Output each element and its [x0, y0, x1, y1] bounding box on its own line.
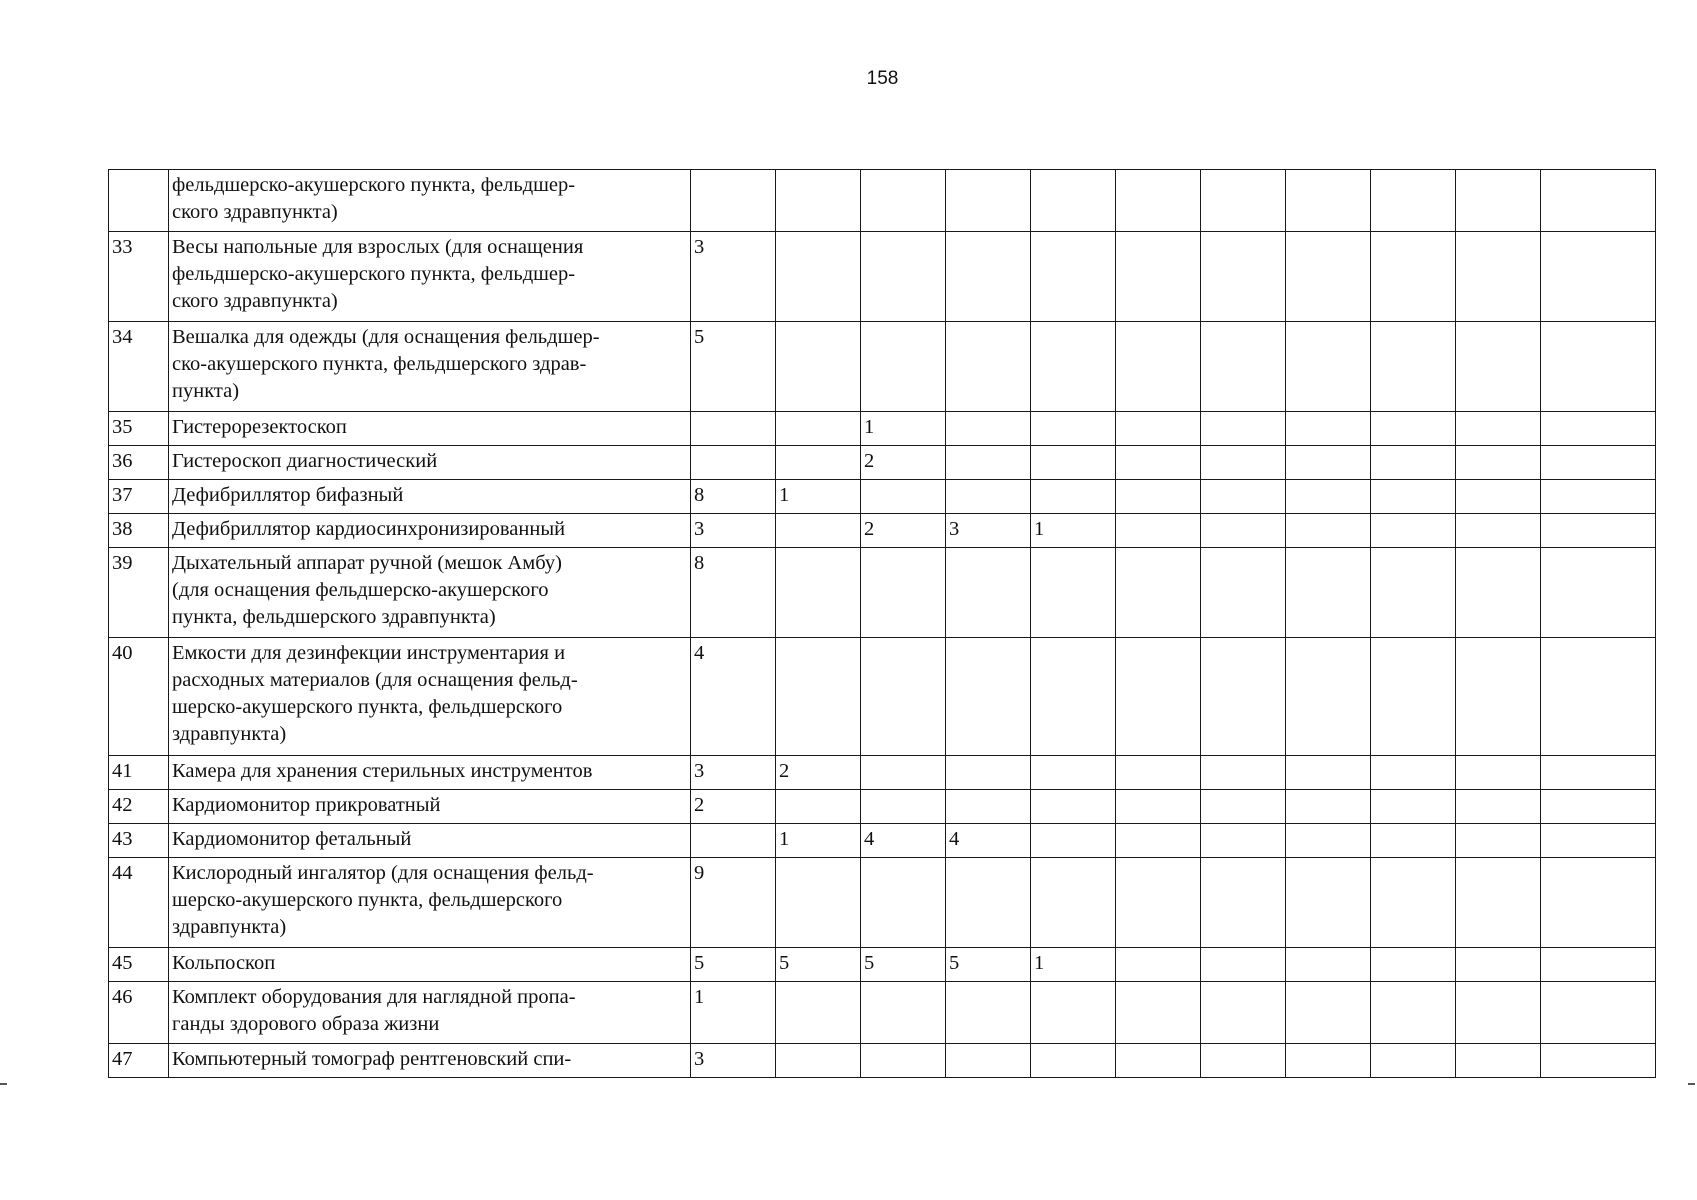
quantity-cell: 2: [776, 756, 861, 790]
quantity-cell: [1456, 1044, 1541, 1078]
quantity-cell: [1116, 824, 1201, 858]
table-row: [109, 412, 1656, 446]
quantity-cell: [1201, 638, 1286, 756]
quantity-cell: [1286, 824, 1371, 858]
quantity-cell: [946, 858, 1031, 948]
quantity-cell: [1371, 412, 1456, 446]
quantity-cell: [1541, 638, 1656, 756]
quantity-cell: [1371, 638, 1456, 756]
quantity-cell: [1201, 790, 1286, 824]
quantity-cell: [1456, 790, 1541, 824]
quantity-cell: [1116, 638, 1201, 756]
quantity-cell: [776, 412, 861, 446]
quantity-cell: [1031, 170, 1116, 232]
quantity-cell: 9: [691, 858, 776, 948]
quantity-cell: [1541, 1044, 1656, 1078]
quantity-cell: [1031, 824, 1116, 858]
quantity-cell: [1116, 1044, 1201, 1078]
quantity-cell: [1116, 756, 1201, 790]
row-number-cell: 40: [109, 638, 169, 756]
quantity-cell: [1201, 548, 1286, 638]
quantity-cell: 5: [776, 948, 861, 982]
quantity-cell: [1116, 948, 1201, 982]
table-row: [109, 790, 1656, 824]
quantity-cell: [861, 1044, 946, 1078]
page-number: 158: [866, 68, 899, 89]
quantity-cell: 1: [861, 412, 946, 446]
equipment-table-container: [108, 169, 1655, 1078]
table-row: [109, 322, 1656, 412]
quantity-cell: 3: [691, 232, 776, 322]
quantity-cell: [1541, 446, 1656, 480]
table-row: [109, 232, 1656, 322]
equipment-name-cell: Емкости для дезинфекции инструментария и расходных материалов (для оснащения фельд- шерско-акушерского пункта, фельдшерского здравпункта): [169, 638, 691, 756]
equipment-table: [108, 169, 1656, 1078]
table-row: [109, 638, 1656, 756]
quantity-cell: [1286, 638, 1371, 756]
quantity-cell: [691, 824, 776, 858]
quantity-cell: 1: [1031, 948, 1116, 982]
quantity-cell: [1456, 322, 1541, 412]
quantity-cell: [1286, 514, 1371, 548]
quantity-cell: [776, 638, 861, 756]
quantity-cell: [861, 790, 946, 824]
quantity-cell: [946, 548, 1031, 638]
quantity-cell: [1031, 232, 1116, 322]
row-number-cell: 35: [109, 412, 169, 446]
quantity-cell: [1116, 548, 1201, 638]
quantity-cell: [1456, 824, 1541, 858]
quantity-cell: [1116, 322, 1201, 412]
table-row: [109, 858, 1656, 948]
row-number-cell: 47: [109, 1044, 169, 1078]
quantity-cell: [1371, 446, 1456, 480]
quantity-cell: [946, 756, 1031, 790]
quantity-cell: [1541, 170, 1656, 232]
quantity-cell: [1456, 514, 1541, 548]
row-number-cell: 34: [109, 322, 169, 412]
quantity-cell: [1201, 756, 1286, 790]
quantity-cell: [1371, 948, 1456, 982]
row-number-cell: 36: [109, 446, 169, 480]
quantity-cell: [1201, 412, 1286, 446]
quantity-cell: [776, 232, 861, 322]
quantity-cell: 4: [691, 638, 776, 756]
equipment-name-cell: Дефибриллятор бифазный: [169, 480, 691, 514]
quantity-cell: [1456, 948, 1541, 982]
quantity-cell: [1456, 446, 1541, 480]
quantity-cell: [1286, 480, 1371, 514]
quantity-cell: [1116, 480, 1201, 514]
quantity-cell: 2: [861, 514, 946, 548]
quantity-cell: [946, 322, 1031, 412]
quantity-cell: [1031, 858, 1116, 948]
quantity-cell: [1116, 514, 1201, 548]
row-number-cell: 43: [109, 824, 169, 858]
quantity-cell: [1031, 756, 1116, 790]
quantity-cell: [946, 412, 1031, 446]
quantity-cell: [946, 790, 1031, 824]
quantity-cell: [1371, 982, 1456, 1044]
quantity-cell: [946, 638, 1031, 756]
quantity-cell: [776, 514, 861, 548]
quantity-cell: [1116, 858, 1201, 948]
quantity-cell: [861, 170, 946, 232]
table-row: [109, 548, 1656, 638]
quantity-cell: [1031, 790, 1116, 824]
row-number-cell: 33: [109, 232, 169, 322]
quantity-cell: [1371, 170, 1456, 232]
quantity-cell: [1286, 948, 1371, 982]
quantity-cell: 3: [691, 514, 776, 548]
quantity-cell: [776, 170, 861, 232]
quantity-cell: [1116, 446, 1201, 480]
quantity-cell: [1031, 638, 1116, 756]
quantity-cell: 1: [776, 824, 861, 858]
quantity-cell: [1541, 548, 1656, 638]
quantity-cell: 8: [691, 480, 776, 514]
equipment-name-cell: Кислородный ингалятор (для оснащения фельд- шерско-акушерского пункта, фельдшерского здравпункта): [169, 858, 691, 948]
equipment-name-cell: Гистероскоп диагностический: [169, 446, 691, 480]
equipment-name-cell: Кардиомонитор прикроватный: [169, 790, 691, 824]
quantity-cell: [946, 982, 1031, 1044]
quantity-cell: [1201, 982, 1286, 1044]
quantity-cell: 8: [691, 548, 776, 638]
quantity-cell: 5: [691, 322, 776, 412]
quantity-cell: [1201, 858, 1286, 948]
quantity-cell: [776, 1044, 861, 1078]
quantity-cell: [1031, 412, 1116, 446]
quantity-cell: [1371, 322, 1456, 412]
quantity-cell: [1201, 824, 1286, 858]
quantity-cell: [1371, 1044, 1456, 1078]
quantity-cell: [861, 322, 946, 412]
quantity-cell: 3: [946, 514, 1031, 548]
quantity-cell: [776, 982, 861, 1044]
quantity-cell: [1541, 790, 1656, 824]
quantity-cell: [1541, 412, 1656, 446]
quantity-cell: [1541, 232, 1656, 322]
row-number-cell: [109, 170, 169, 232]
quantity-cell: [1371, 824, 1456, 858]
quantity-cell: [861, 858, 946, 948]
quantity-cell: [776, 322, 861, 412]
quantity-cell: [1286, 232, 1371, 322]
scan-mark: [1688, 1083, 1695, 1085]
table-row: [109, 446, 1656, 480]
row-number-cell: 38: [109, 514, 169, 548]
quantity-cell: [1371, 480, 1456, 514]
quantity-cell: 2: [691, 790, 776, 824]
quantity-cell: [1286, 446, 1371, 480]
quantity-cell: [1286, 1044, 1371, 1078]
equipment-name-cell: Весы напольные для взрослых (для оснащения фельдшерско-акушерского пункта, фельдшер- ского здравпункта): [169, 232, 691, 322]
equipment-name-cell: Гистерорезектоскоп: [169, 412, 691, 446]
quantity-cell: [1031, 1044, 1116, 1078]
quantity-cell: [861, 548, 946, 638]
row-number-cell: 45: [109, 948, 169, 982]
quantity-cell: [946, 1044, 1031, 1078]
quantity-cell: [1371, 858, 1456, 948]
quantity-cell: [1286, 790, 1371, 824]
quantity-cell: [1031, 982, 1116, 1044]
quantity-cell: [1541, 514, 1656, 548]
quantity-cell: [1456, 982, 1541, 1044]
equipment-name-cell: Кольпоскоп: [169, 948, 691, 982]
row-number-cell: 41: [109, 756, 169, 790]
quantity-cell: [1031, 446, 1116, 480]
quantity-cell: [1456, 170, 1541, 232]
row-number-cell: 44: [109, 858, 169, 948]
quantity-cell: [946, 170, 1031, 232]
table-row: [109, 514, 1656, 548]
quantity-cell: [1286, 548, 1371, 638]
quantity-cell: [1201, 514, 1286, 548]
quantity-cell: [1541, 858, 1656, 948]
quantity-cell: [1456, 480, 1541, 514]
quantity-cell: [1286, 982, 1371, 1044]
quantity-cell: [1456, 232, 1541, 322]
quantity-cell: [1541, 480, 1656, 514]
quantity-cell: [946, 446, 1031, 480]
quantity-cell: [776, 446, 861, 480]
quantity-cell: [776, 790, 861, 824]
table-row: [109, 170, 1656, 232]
quantity-cell: [1116, 232, 1201, 322]
quantity-cell: 5: [861, 948, 946, 982]
quantity-cell: [691, 412, 776, 446]
row-number-cell: 37: [109, 480, 169, 514]
quantity-cell: [691, 446, 776, 480]
table-row: [109, 756, 1656, 790]
quantity-cell: [1031, 548, 1116, 638]
quantity-cell: [1456, 548, 1541, 638]
quantity-cell: [1116, 412, 1201, 446]
scan-mark: [0, 1083, 7, 1085]
quantity-cell: [861, 232, 946, 322]
quantity-cell: 3: [691, 1044, 776, 1078]
quantity-cell: [861, 480, 946, 514]
quantity-cell: [1201, 446, 1286, 480]
quantity-cell: [691, 170, 776, 232]
quantity-cell: 1: [691, 982, 776, 1044]
quantity-cell: [1116, 170, 1201, 232]
quantity-cell: [776, 858, 861, 948]
quantity-cell: 2: [861, 446, 946, 480]
equipment-name-cell: фельдшерско-акушерского пункта, фельдшер- ского здравпункта): [169, 170, 691, 232]
quantity-cell: 5: [691, 948, 776, 982]
quantity-cell: [1286, 858, 1371, 948]
quantity-cell: 4: [946, 824, 1031, 858]
quantity-cell: [1201, 480, 1286, 514]
table-row: [109, 480, 1656, 514]
equipment-name-cell: Дефибриллятор кардиосинхронизированный: [169, 514, 691, 548]
quantity-cell: [1541, 982, 1656, 1044]
quantity-cell: [1456, 858, 1541, 948]
quantity-cell: [1201, 322, 1286, 412]
quantity-cell: [1286, 170, 1371, 232]
quantity-cell: [946, 480, 1031, 514]
table-row: [109, 824, 1656, 858]
equipment-name-cell: Комплект оборудования для наглядной пропа- ганды здорового образа жизни: [169, 982, 691, 1044]
row-number-cell: 42: [109, 790, 169, 824]
quantity-cell: [1541, 824, 1656, 858]
quantity-cell: [1541, 756, 1656, 790]
quantity-cell: [1031, 322, 1116, 412]
quantity-cell: [1371, 790, 1456, 824]
quantity-cell: [861, 982, 946, 1044]
quantity-cell: [1201, 170, 1286, 232]
quantity-cell: [1456, 638, 1541, 756]
row-number-cell: 46: [109, 982, 169, 1044]
row-number-cell: 39: [109, 548, 169, 638]
quantity-cell: [1116, 790, 1201, 824]
quantity-cell: 5: [946, 948, 1031, 982]
quantity-cell: [1201, 948, 1286, 982]
equipment-name-cell: Дыхательный аппарат ручной (мешок Амбу) (для оснащения фельдшерско-акушерского пункта, фельдшерского здравпункта): [169, 548, 691, 638]
equipment-name-cell: Камера для хранения стерильных инструментов: [169, 756, 691, 790]
equipment-name-cell: Компьютерный томограф рентгеновский спи-: [169, 1044, 691, 1078]
quantity-cell: [776, 548, 861, 638]
quantity-cell: [1371, 232, 1456, 322]
quantity-cell: [1201, 232, 1286, 322]
quantity-cell: [1456, 756, 1541, 790]
table-row: [109, 982, 1656, 1044]
quantity-cell: [1201, 1044, 1286, 1078]
quantity-cell: [1541, 322, 1656, 412]
quantity-cell: 4: [861, 824, 946, 858]
quantity-cell: [1031, 480, 1116, 514]
quantity-cell: [1456, 412, 1541, 446]
quantity-cell: [1286, 322, 1371, 412]
quantity-cell: [1371, 548, 1456, 638]
table-body: [109, 170, 1656, 1078]
quantity-cell: [1371, 756, 1456, 790]
quantity-cell: [861, 638, 946, 756]
quantity-cell: 1: [1031, 514, 1116, 548]
quantity-cell: [1286, 412, 1371, 446]
quantity-cell: [946, 232, 1031, 322]
table-row: [109, 1044, 1656, 1078]
equipment-name-cell: Вешалка для одежды (для оснащения фельдшер- ско-акушерского пункта, фельдшерского здрав- пункта): [169, 322, 691, 412]
quantity-cell: 3: [691, 756, 776, 790]
equipment-name-cell: Кардиомонитор фетальный: [169, 824, 691, 858]
quantity-cell: [1116, 982, 1201, 1044]
quantity-cell: 1: [776, 480, 861, 514]
quantity-cell: [1286, 756, 1371, 790]
table-row: [109, 948, 1656, 982]
quantity-cell: [1371, 514, 1456, 548]
quantity-cell: [861, 756, 946, 790]
quantity-cell: [1541, 948, 1656, 982]
